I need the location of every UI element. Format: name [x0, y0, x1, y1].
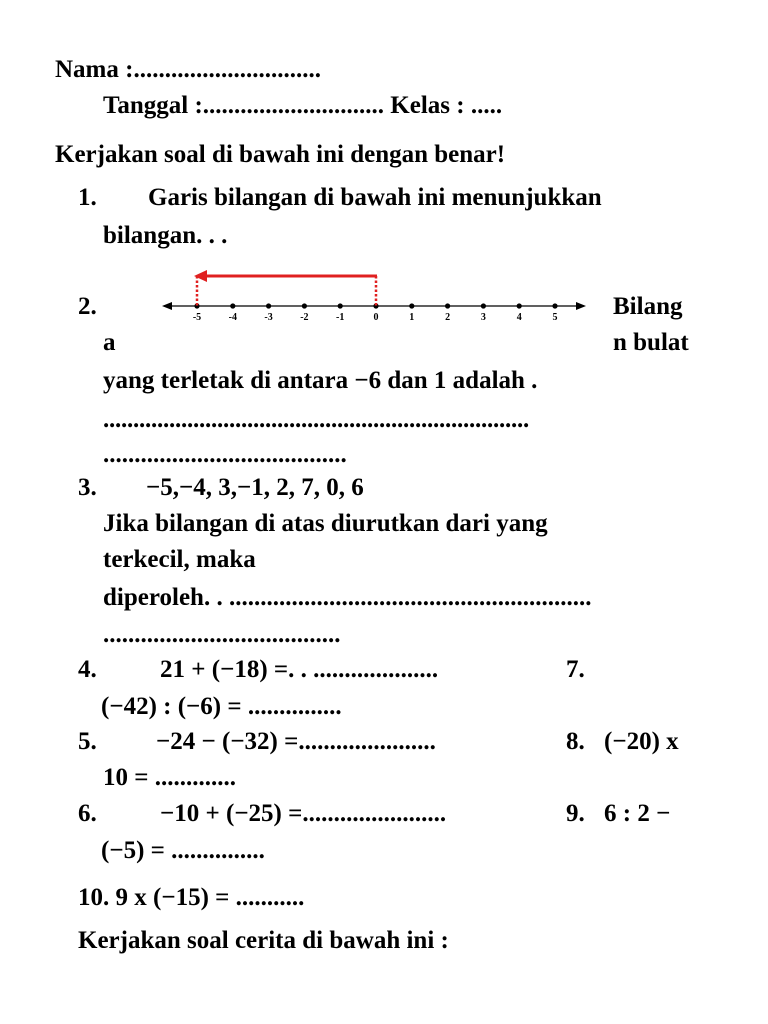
number-line-red-arrowhead: [194, 270, 207, 282]
q8-number: 8.: [566, 728, 585, 755]
q3-text-3: diperoleh. . ..........................................................: [103, 584, 592, 611]
q9-expression-2: (−5) = ...............: [101, 837, 265, 864]
number-line-tick-label: 2: [445, 312, 451, 323]
number-line-tick-label: -3: [264, 312, 273, 323]
q3-text-1: Jika bilangan di atas diurutkan dari yang: [103, 510, 548, 537]
number-line-point: [481, 303, 486, 308]
number-line-point: [302, 303, 307, 308]
number-line-point: [409, 303, 414, 308]
q3-number: 3.: [78, 474, 97, 501]
q2-text-right-2: n bulat: [613, 329, 689, 356]
q4-expression: 21 + (−18) =. . ....................: [160, 656, 439, 683]
q2-text: yang terletak di antara −6 dan 1 adalah .: [103, 367, 538, 394]
q3-sequence: −5,−4, 3,−1, 2, 7, 0, 6: [146, 474, 364, 501]
main-instruction: Kerjakan soal di bawah ini dengan benar!: [55, 141, 506, 168]
q5-number: 5.: [78, 728, 97, 755]
number-line-point: [552, 303, 557, 308]
q2-answer-dots-1: .......................................................................: [103, 406, 529, 433]
q3-text-2: terkecil, maka: [103, 546, 256, 573]
q7-expression: (−42) : (−6) = ...............: [101, 693, 342, 720]
q8-expression-1: (−20) x: [604, 728, 679, 755]
number-line-tick-label: -5: [192, 312, 202, 323]
q1-number: 1.: [78, 184, 97, 211]
q2-number: 2.: [78, 293, 97, 320]
number-line-tick-label: 1: [409, 312, 415, 323]
q2-text-right-1: Bilang: [613, 293, 683, 320]
q2-answer-dots-2: .......................................: [103, 441, 347, 468]
q2-text-left-2: a: [103, 329, 116, 356]
q1-text-continued: bilangan. . .: [103, 222, 228, 249]
q10-line: 10. 9 x (−15) = ...........: [78, 884, 305, 911]
q4-number: 4.: [78, 656, 97, 683]
q9-number: 9.: [566, 800, 585, 827]
number-line-tick-label: 0: [373, 312, 379, 323]
number-line-point: [338, 303, 343, 308]
q1-text: Garis bilangan di bawah ini menunjukkan: [148, 184, 602, 211]
number-line-point: [517, 303, 522, 308]
number-line-tick-label: -4: [228, 312, 237, 323]
number-line-tick-label: 5: [552, 312, 558, 323]
number-line-point: [445, 303, 450, 308]
number-line-left-arrowhead: [162, 302, 172, 310]
q8-expression-2: 10 = .............: [103, 764, 236, 791]
name-field: Nama :..............................: [55, 56, 321, 83]
number-line-point: [266, 303, 271, 308]
q3-answer-dots: ......................................: [103, 621, 341, 648]
q6-number: 6.: [78, 800, 97, 827]
number-line: [150, 263, 595, 325]
number-line-tick-label: -2: [300, 312, 309, 323]
number-line-tick-label: 3: [480, 312, 486, 323]
number-line-right-arrowhead: [576, 302, 586, 310]
story-instruction: Kerjakan soal cerita di bawah ini :: [78, 927, 449, 954]
number-line-point: [230, 303, 235, 308]
q6-expression: −10 + (−25) =.......................: [160, 800, 447, 827]
number-line-tick-label: -1: [336, 312, 345, 323]
q7-number: 7.: [566, 656, 585, 683]
date-class-field: Tanggal :............................. Kelas : .....: [103, 92, 503, 119]
number-line-tick-label: 4: [516, 312, 522, 323]
q9-expression-1: 6 : 2 −: [604, 800, 671, 827]
q5-expression: −24 − (−32) =......................: [156, 728, 436, 755]
